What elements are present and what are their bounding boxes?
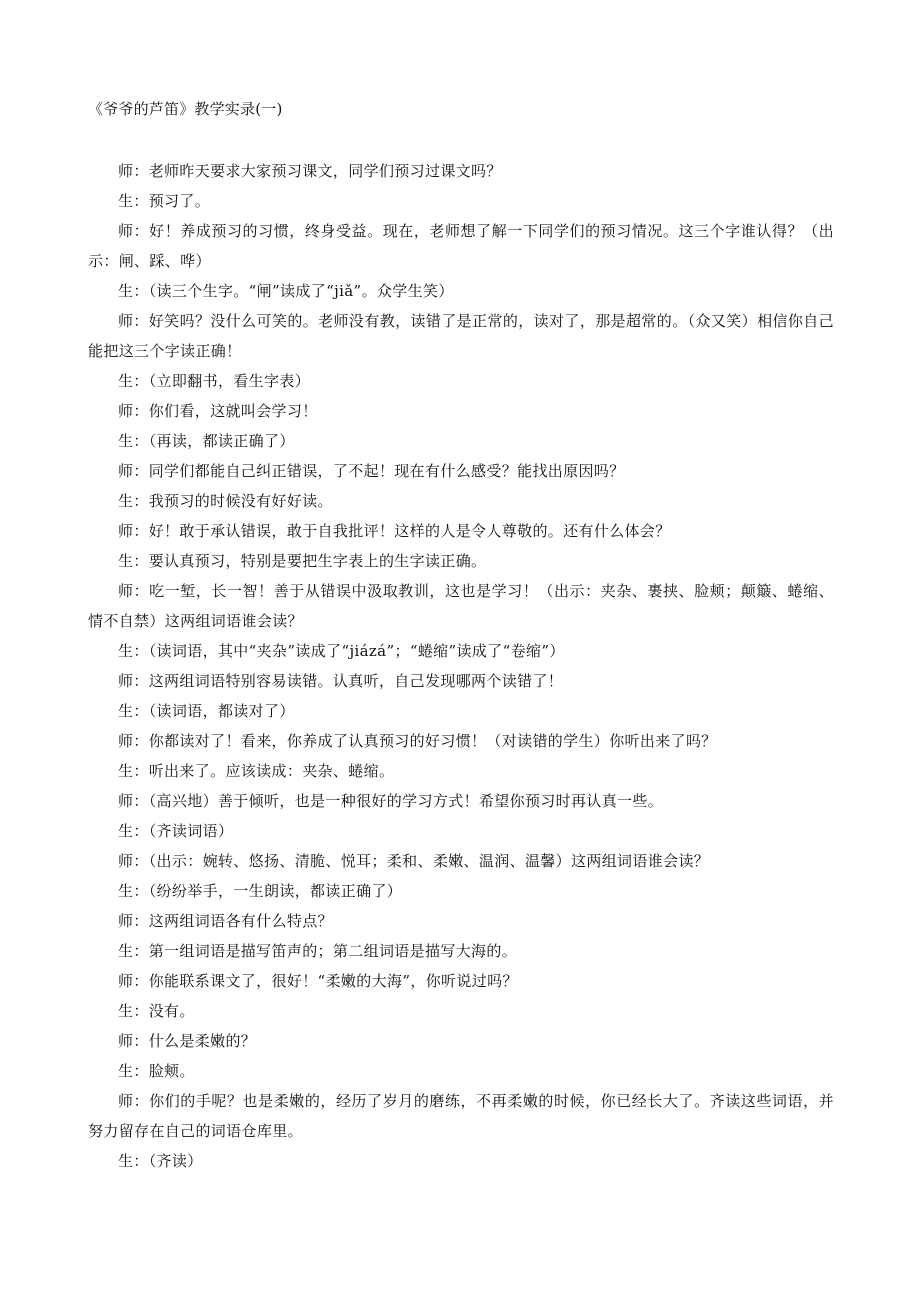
speaker-label: 师： <box>118 222 150 240</box>
paragraph-text: （再读，都读正确了） <box>148 432 295 450</box>
paragraph-text: 同学们都能自己纠正错误，了不起！现在有什么感受？能找出原因吗？ <box>148 462 625 480</box>
paragraph-text: 我预习的时候没有好好读。 <box>148 492 333 510</box>
speaker-label: 生： <box>118 282 149 300</box>
paragraph-text: 第一组词语是描写笛声的；第二组词语是描写大海的。 <box>148 942 518 960</box>
dialogue-paragraph <box>88 486 834 516</box>
dialogue-paragraph <box>88 996 834 1026</box>
paragraph-text: 这两组词语各有什么特点？ <box>148 912 333 930</box>
dialogue-paragraph <box>88 546 834 576</box>
dialogue-paragraph <box>88 876 834 906</box>
speaker-label: 生： <box>118 372 149 390</box>
dialogue-paragraph <box>88 366 834 396</box>
speaker-label: 生： <box>118 822 149 840</box>
paragraph-text: 预习了。 <box>148 192 211 210</box>
dialogue-paragraph <box>88 666 834 696</box>
paragraph-text: （立即翻书，看生字表） <box>148 372 311 390</box>
dialogue-paragraph <box>88 696 834 726</box>
paragraph-text: （纷纷举手，一生朗读，都读正确了） <box>148 882 403 900</box>
dialogue-paragraph <box>88 816 834 846</box>
dialogue-paragraph <box>88 1086 834 1146</box>
dialogue-paragraph <box>88 1026 834 1056</box>
document-page <box>88 98 834 1176</box>
speaker-label: 师： <box>118 732 149 750</box>
dialogue-paragraph <box>88 306 834 366</box>
dialogue-paragraph <box>88 576 834 636</box>
speaker-label: 师： <box>118 792 149 810</box>
paragraph-text: （高兴地）善于倾听，也是一种很好的学习方式！希望你预习时再认真一些。 <box>148 792 664 810</box>
paragraph-text: 好笑吗？没什么可笑的。老师没有教，读错了是正常的，读对了，那是超常的。（众又笑）相信你自己能把这三个字读正确！ <box>88 312 834 360</box>
paragraph-text: （读三个生字。“闸”读成了“jiǎ”。众学生笑） <box>148 282 454 300</box>
speaker-label: 师： <box>118 522 149 540</box>
dialogue-paragraph <box>88 846 834 876</box>
dialogue-paragraph <box>88 936 834 966</box>
speaker-label: 生： <box>118 1002 149 1020</box>
dialogue-paragraph <box>88 1146 834 1176</box>
paragraph-text: （出示：婉转、悠扬、清脆、悦耳；柔和、柔嫩、温润、温馨）这两组词语谁会读？ <box>148 852 710 870</box>
speaker-label: 师： <box>118 972 149 990</box>
paragraph-text: 脸颊。 <box>148 1062 195 1080</box>
paragraph-text: 好！敢于承认错误，敢于自我批评！这样的人是令人尊敬的。还有什么体会？ <box>148 522 671 540</box>
paragraph-text: 你都读对了！看来，你养成了认真预习的好习惯！（对读错的学生）你听出来了吗？ <box>148 732 717 750</box>
paragraph-text: （齐读） <box>148 1152 203 1170</box>
dialogue-paragraph <box>88 966 834 996</box>
paragraph-text: 没有。 <box>148 1002 195 1020</box>
dialogue-paragraph <box>88 276 834 306</box>
speaker-label: 师： <box>118 402 149 420</box>
dialogue-paragraph <box>88 456 834 486</box>
paragraph-text: 吃一堑，长一智！善于从错误中汲取教训，这也是学习！（出示：夹杂、裹挟、脸颊；颠簸、蜷缩、情不自禁）这两组词语谁会读？ <box>88 582 834 630</box>
speaker-label: 生： <box>118 552 149 570</box>
speaker-label: 生： <box>118 762 149 780</box>
paragraph-text: 好！养成预习的习惯，终身受益。现在，老师想了解一下同学们的预习情况。这三个字谁认得？（出示：闸、踩、哗） <box>88 222 834 270</box>
dialogue-paragraph <box>88 426 834 456</box>
document-title: 《爷爷的芦笛》教学实录(一) <box>88 100 283 118</box>
dialogue-paragraph <box>88 216 834 276</box>
speaker-label: 生： <box>118 882 149 900</box>
speaker-label: 生： <box>118 942 149 960</box>
speaker-label: 师： <box>118 1092 150 1110</box>
paragraph-text: （读词语，都读对了） <box>148 702 295 720</box>
speaker-label: 生： <box>118 642 149 660</box>
dialogue-paragraph <box>88 396 834 426</box>
speaker-label: 师： <box>118 672 149 690</box>
dialogue-body <box>88 156 834 1176</box>
speaker-label: 生： <box>118 432 149 450</box>
dialogue-paragraph <box>88 516 834 546</box>
dialogue-paragraph <box>88 756 834 786</box>
paragraph-text: 听出来了。应该读成：夹杂、蜷缩。 <box>148 762 395 780</box>
paragraph-text: 你能联系课文了，很好！“柔嫩的大海”，你听说过吗？ <box>148 972 518 990</box>
dialogue-paragraph <box>88 636 834 666</box>
speaker-label: 生： <box>118 1152 149 1170</box>
speaker-label: 师： <box>118 462 149 480</box>
paragraph-text: 什么是柔嫩的？ <box>148 1032 257 1050</box>
paragraph-text: 这两组词语特别容易读错。认真听，自己发现哪两个读错了！ <box>148 672 564 690</box>
dialogue-paragraph <box>88 726 834 756</box>
paragraph-text: （读词语，其中“夹杂”读成了“jiázá”；“蜷缩”读成了“卷缩”） <box>148 642 565 660</box>
dialogue-paragraph <box>88 186 834 216</box>
dialogue-paragraph <box>88 906 834 936</box>
speaker-label: 师： <box>118 852 149 870</box>
speaker-label: 生： <box>118 702 149 720</box>
dialogue-paragraph <box>88 1056 834 1086</box>
dialogue-paragraph <box>88 786 834 816</box>
paragraph-text: （齐读词语） <box>148 822 234 840</box>
dialogue-paragraph <box>88 156 834 186</box>
paragraph-text: 老师昨天要求大家预习课文，同学们预习过课文吗？ <box>148 162 502 180</box>
paragraph-text: 你们的手呢？也是柔嫩的，经历了岁月的磨练，不再柔嫩的时候，你已经长大了。齐读这些词语，并努力留存在自己的词语仓库里。 <box>88 1092 834 1140</box>
speaker-label: 师： <box>118 162 149 180</box>
speaker-label: 师： <box>118 312 149 330</box>
paragraph-text: 要认真预习，特别是要把生字表上的生字读正确。 <box>148 552 487 570</box>
speaker-label: 师： <box>118 582 150 600</box>
paragraph-text: 你们看，这就叫会学习！ <box>148 402 318 420</box>
speaker-label: 师： <box>118 1032 149 1050</box>
speaker-label: 生： <box>118 492 149 510</box>
speaker-label: 生： <box>118 192 149 210</box>
speaker-label: 师： <box>118 912 149 930</box>
speaker-label: 生： <box>118 1062 149 1080</box>
